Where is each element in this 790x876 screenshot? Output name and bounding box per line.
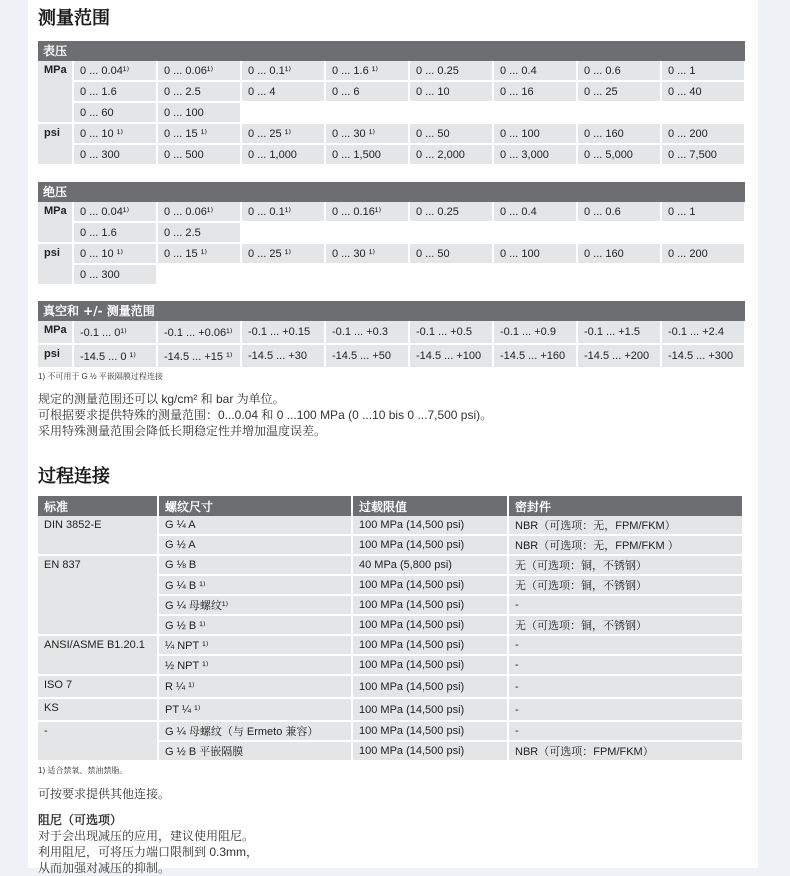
range-cell: 0 ... 200 bbox=[661, 123, 745, 144]
range-cell: 0 ... 50 bbox=[409, 123, 493, 144]
datasheet-page bbox=[28, 0, 758, 875]
standard-cell: ANSI/ASME B1.20.1 bbox=[38, 635, 158, 675]
thread-size-cell: G ½ A bbox=[158, 535, 352, 555]
gauge-pressure-block bbox=[38, 41, 745, 166]
range-cell: 0 ... 25 ¹⁾ bbox=[241, 123, 325, 144]
range-cell: 0 ... 0.6 bbox=[577, 61, 661, 81]
standard-cell: ISO 7 bbox=[38, 675, 158, 698]
range-cell: 0 ... 30 ¹⁾ bbox=[325, 243, 409, 264]
thread-size-cell: G ¼ B ¹⁾ bbox=[158, 575, 352, 595]
unit-label: psi bbox=[38, 344, 73, 368]
range-cell: 0 ... 0.1¹⁾ bbox=[241, 61, 325, 81]
range-cell: 0 ... 100 bbox=[493, 243, 577, 264]
range-row bbox=[38, 144, 745, 165]
range-row bbox=[38, 243, 745, 264]
overload-limit-cell: 100 MPa (14,500 psi) bbox=[352, 721, 508, 741]
table-row bbox=[38, 698, 743, 721]
range-cell: 0 ... 0.1¹⁾ bbox=[241, 202, 325, 222]
range-cell: -14.5 ... +160 bbox=[493, 344, 577, 368]
overload-limit-cell: 100 MPa (14,500 psi) bbox=[352, 535, 508, 555]
seal-cell: - bbox=[508, 655, 743, 675]
other-connections-note: 可按要求提供其他连接。 bbox=[38, 787, 171, 801]
range-cell: 0 ... 0.04¹⁾ bbox=[73, 202, 157, 222]
range-cell bbox=[241, 102, 325, 123]
seal-cell: 无（可选项：铜，不锈钢） bbox=[508, 575, 743, 595]
range-cell bbox=[325, 264, 409, 285]
table-row bbox=[38, 555, 743, 575]
seal-cell: 无（可选项：铜，不锈钢） bbox=[508, 555, 743, 575]
range-row bbox=[38, 321, 745, 344]
gauge-pressure-header: 表压 bbox=[38, 41, 745, 61]
seal-cell: - bbox=[508, 675, 743, 698]
range-cell: 0 ... 40 bbox=[661, 81, 745, 102]
range-cell: 0 ... 5,000 bbox=[577, 144, 661, 165]
range-row bbox=[38, 344, 745, 368]
range-cell: 0 ... 1.6 bbox=[73, 81, 157, 102]
range-cell: -14.5 ... +200 bbox=[577, 344, 661, 368]
range-cell bbox=[577, 264, 661, 285]
range-cell: 0 ... 10 ¹⁾ bbox=[73, 123, 157, 144]
seal-cell: NBR（可选项：无，FPM/FKM ） bbox=[508, 535, 743, 555]
overload-limit-cell: 100 MPa (14,500 psi) bbox=[352, 595, 508, 615]
range-cell: -0.1 ... +0.15 bbox=[241, 321, 325, 344]
overload-limit-cell: 100 MPa (14,500 psi) bbox=[352, 655, 508, 675]
unit-label: psi bbox=[38, 243, 73, 285]
seal-cell: NBR（可选项：FPM/FKM） bbox=[508, 741, 743, 761]
absolute-pressure-block bbox=[38, 182, 745, 286]
table-header-row bbox=[38, 496, 743, 516]
range-cell bbox=[493, 264, 577, 285]
range-cell: 0 ... 1.6 bbox=[73, 222, 157, 243]
vacuum-range-block bbox=[38, 301, 745, 382]
vacuum-range-header: 真空和 +/- 测量范围 bbox=[38, 301, 745, 321]
range-cell: -14.5 ... +100 bbox=[409, 344, 493, 368]
range-cell: 0 ... 50 bbox=[409, 243, 493, 264]
range-cell: -0.1 ... +1.5 bbox=[577, 321, 661, 344]
thread-size-cell: G ¼ 母螺纹¹⁾ bbox=[158, 595, 352, 615]
range-row bbox=[38, 264, 745, 285]
seal-cell: - bbox=[508, 721, 743, 741]
column-header: 过载限值 bbox=[352, 496, 508, 516]
process-connection-block bbox=[38, 496, 745, 776]
overload-limit-cell: 40 MPa (5,800 psi) bbox=[352, 555, 508, 575]
overload-limit-cell: 100 MPa (14,500 psi) bbox=[352, 615, 508, 635]
gauge-pressure-table bbox=[38, 61, 746, 166]
note-line: 规定的测量范围还可以 kg/cm² 和 bar 为单位。 bbox=[38, 392, 285, 406]
note-line: 采用特殊测量范围会降低长期稳定性并增加温度误差。 bbox=[38, 424, 327, 438]
range-cell bbox=[325, 102, 409, 123]
range-cell: 0 ... 6 bbox=[325, 81, 409, 102]
seal-cell: - bbox=[508, 595, 743, 615]
table-row bbox=[38, 635, 743, 655]
range-cell: 0 ... 1 bbox=[661, 202, 745, 222]
vacuum-range-table bbox=[38, 321, 746, 369]
range-cell: 0 ... 15 ¹⁾ bbox=[157, 243, 241, 264]
range-cell: -0.1 ... 0¹⁾ bbox=[73, 321, 157, 344]
range-cell: 0 ... 0.16¹⁾ bbox=[325, 202, 409, 222]
range-cell: -14.5 ... 0 ¹⁾ bbox=[73, 344, 157, 368]
process-connection-title: 过程连接 bbox=[38, 466, 110, 487]
range-cell bbox=[661, 222, 745, 243]
range-cell: 0 ... 200 bbox=[661, 243, 745, 264]
range-cell: 0 ... 10 ¹⁾ bbox=[73, 243, 157, 264]
range-cell: -0.1 ... +0.06¹⁾ bbox=[157, 321, 241, 344]
range-cell bbox=[577, 102, 661, 123]
range-cell: 0 ... 0.04¹⁾ bbox=[73, 61, 157, 81]
damping-line: 利用阻尼，可将压力端口限制到 0.3mm， bbox=[38, 845, 259, 859]
range-cell: -0.1 ... +2.4 bbox=[661, 321, 745, 344]
range-cell: 0 ... 7,500 bbox=[661, 144, 745, 165]
damping-line: 对于会出现减压的应用，建议使用阻尼。 bbox=[38, 829, 255, 843]
range-cell: 0 ... 2,000 bbox=[409, 144, 493, 165]
range-cell: 0 ... 160 bbox=[577, 123, 661, 144]
process-connection-footnote: 1) 适合禁氧、禁油禁脂。 bbox=[38, 766, 128, 775]
range-cell: 0 ... 300 bbox=[73, 264, 157, 285]
range-cell: -14.5 ... +300 bbox=[661, 344, 745, 368]
standard-cell: KS bbox=[38, 698, 158, 721]
thread-size-cell: ¼ NPT ¹⁾ bbox=[158, 635, 352, 655]
range-cell: -0.1 ... +0.3 bbox=[325, 321, 409, 344]
absolute-pressure-header: 绝压 bbox=[38, 182, 745, 202]
range-cell bbox=[409, 102, 493, 123]
overload-limit-cell: 100 MPa (14,500 psi) bbox=[352, 675, 508, 698]
process-connection-section bbox=[38, 462, 745, 488]
table-row bbox=[38, 721, 743, 741]
range-row bbox=[38, 102, 745, 123]
range-cell bbox=[577, 222, 661, 243]
seal-cell: - bbox=[508, 698, 743, 721]
overload-limit-cell: 100 MPa (14,500 psi) bbox=[352, 741, 508, 761]
damping-title: 阻尼（可选项） bbox=[38, 813, 123, 827]
range-row bbox=[38, 61, 745, 81]
thread-size-cell: G ¼ A bbox=[158, 516, 352, 535]
range-cell: 0 ... 2.5 bbox=[157, 81, 241, 102]
range-cell: 0 ... 1,000 bbox=[241, 144, 325, 165]
range-row bbox=[38, 81, 745, 102]
unit-label: MPa bbox=[38, 321, 73, 344]
range-cell: 0 ... 10 bbox=[409, 81, 493, 102]
absolute-pressure-table bbox=[38, 202, 746, 286]
overload-limit-cell: 100 MPa (14,500 psi) bbox=[352, 575, 508, 595]
range-cell: 0 ... 1.6 ¹⁾ bbox=[325, 61, 409, 81]
thread-size-cell: R ¼ ¹⁾ bbox=[158, 675, 352, 698]
range-cell: 0 ... 500 bbox=[157, 144, 241, 165]
range-cell: 0 ... 1,500 bbox=[325, 144, 409, 165]
range-cell bbox=[661, 264, 745, 285]
range-cell: 0 ... 2.5 bbox=[157, 222, 241, 243]
range-cell: -14.5 ... +15 ¹⁾ bbox=[157, 344, 241, 368]
range-cell: -0.1 ... +0.5 bbox=[409, 321, 493, 344]
measuring-range-section bbox=[38, 4, 745, 30]
thread-size-cell: G ½ B ¹⁾ bbox=[158, 615, 352, 635]
range-cell bbox=[493, 222, 577, 243]
range-cell: 0 ... 60 bbox=[73, 102, 157, 123]
column-header: 密封件 bbox=[508, 496, 743, 516]
damping-section bbox=[38, 812, 745, 876]
overload-limit-cell: 100 MPa (14,500 psi) bbox=[352, 635, 508, 655]
range-row bbox=[38, 123, 745, 144]
range-cell: 0 ... 30 ¹⁾ bbox=[325, 123, 409, 144]
thread-size-cell: G ¼ 母螺纹（与 Ermeto 兼容） bbox=[158, 721, 352, 741]
unit-label: MPa bbox=[38, 202, 73, 243]
thread-size-cell: ½ NPT ¹⁾ bbox=[158, 655, 352, 675]
seal-cell: NBR（可选项：无，FPM/FKM） bbox=[508, 516, 743, 535]
range-cell: 0 ... 100 bbox=[493, 123, 577, 144]
range-cell: -14.5 ... +30 bbox=[241, 344, 325, 368]
range-cell: 0 ... 3,000 bbox=[493, 144, 577, 165]
range-cell: 0 ... 4 bbox=[241, 81, 325, 102]
standard-cell: DIN 3852-E bbox=[38, 516, 158, 555]
range-cell bbox=[157, 264, 241, 285]
range-cell bbox=[409, 264, 493, 285]
range-row bbox=[38, 202, 745, 222]
process-connection-table bbox=[38, 496, 744, 762]
thread-size-cell: G ½ B 平嵌隔膜 bbox=[158, 741, 352, 761]
overload-limit-cell: 100 MPa (14,500 psi) bbox=[352, 516, 508, 535]
range-cell bbox=[493, 102, 577, 123]
range-cell: -0.1 ... +0.9 bbox=[493, 321, 577, 344]
range-cell: 0 ... 0.06¹⁾ bbox=[157, 202, 241, 222]
table-row bbox=[38, 516, 743, 535]
range-cell: 0 ... 0.6 bbox=[577, 202, 661, 222]
column-header: 螺纹尺寸 bbox=[158, 496, 352, 516]
range-cell: 0 ... 160 bbox=[577, 243, 661, 264]
table-row bbox=[38, 675, 743, 698]
range-cell bbox=[661, 102, 745, 123]
thread-size-cell: G ⅛ B bbox=[158, 555, 352, 575]
seal-cell: 无（可选项：铜，不锈钢） bbox=[508, 615, 743, 635]
range-cell: 0 ... 0.4 bbox=[493, 202, 577, 222]
damping-line: 从而加强对减压的抑制。 bbox=[38, 861, 171, 875]
range-row bbox=[38, 222, 745, 243]
range-cell bbox=[409, 222, 493, 243]
range-cell: 0 ... 100 bbox=[157, 102, 241, 123]
range-cell: 0 ... 15 ¹⁾ bbox=[157, 123, 241, 144]
column-header: 标准 bbox=[38, 496, 158, 516]
range-cell: 0 ... 25 bbox=[577, 81, 661, 102]
measuring-range-notes bbox=[38, 391, 745, 439]
range-cell: 0 ... 0.25 bbox=[409, 202, 493, 222]
range-cell: 0 ... 25 ¹⁾ bbox=[241, 243, 325, 264]
thread-size-cell: PT ¼ ¹⁾ bbox=[158, 698, 352, 721]
range-cell: 0 ... 0.06¹⁾ bbox=[157, 61, 241, 81]
range-cell bbox=[241, 222, 325, 243]
range-cell: 0 ... 1 bbox=[661, 61, 745, 81]
range-cell: -14.5 ... +50 bbox=[325, 344, 409, 368]
overload-limit-cell: 100 MPa (14,500 psi) bbox=[352, 698, 508, 721]
note-line: 可根据要求提供特殊的测量范围：0...0.04 和 0 ...100 MPa (0 ...10 bis 0 ...7,500 psi)。 bbox=[38, 408, 493, 422]
range-cell: 0 ... 16 bbox=[493, 81, 577, 102]
measuring-range-title: 测量范围 bbox=[38, 8, 110, 29]
range-cell bbox=[241, 264, 325, 285]
range-cell: 0 ... 0.25 bbox=[409, 61, 493, 81]
standard-cell: EN 837 bbox=[38, 555, 158, 635]
unit-label: MPa bbox=[38, 61, 73, 123]
seal-cell: - bbox=[508, 635, 743, 655]
range-cell bbox=[325, 222, 409, 243]
range-cell: 0 ... 300 bbox=[73, 144, 157, 165]
measuring-range-footnote: 1) 不可用于 G ½ 平嵌隔膜过程连接 bbox=[38, 372, 163, 381]
range-cell: 0 ... 0.4 bbox=[493, 61, 577, 81]
standard-cell: - bbox=[38, 721, 158, 761]
unit-label: psi bbox=[38, 123, 73, 165]
